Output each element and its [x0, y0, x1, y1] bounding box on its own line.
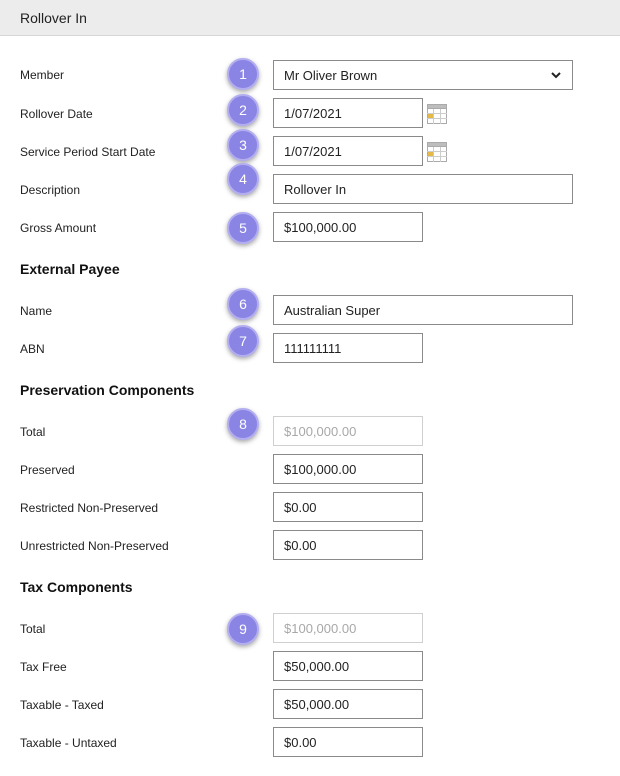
preserved-label: Preserved: [20, 463, 75, 477]
restricted-non-preserved-input[interactable]: [273, 492, 423, 522]
member-select[interactable]: [273, 60, 573, 90]
member-label: Member: [20, 68, 65, 82]
taxable-taxed-input[interactable]: [273, 689, 423, 719]
description-input[interactable]: [273, 174, 573, 204]
unrestricted-non-preserved-input[interactable]: [273, 530, 423, 560]
gross-amount-input[interactable]: [273, 212, 423, 242]
calendar-icon[interactable]: [427, 104, 447, 124]
preservation-total-input: [273, 416, 423, 446]
callout-badge-6: 6: [227, 288, 259, 320]
member-select-value: Mr Oliver Brown: [284, 67, 378, 83]
page-title: Rollover In: [20, 10, 87, 26]
tax-total-label: Total: [20, 622, 46, 636]
callout-badge-1: 1: [227, 58, 259, 90]
restricted-non-preserved-label: Restricted Non-Preserved: [20, 501, 159, 515]
callout-badge-9: 9: [227, 613, 259, 645]
callout-badge-8: 8: [227, 408, 259, 440]
tax-total-input: [273, 613, 423, 643]
callout-badge-3: 3: [227, 129, 259, 161]
payee-name-input[interactable]: [273, 295, 573, 325]
chevron-down-icon: [550, 69, 562, 81]
callout-badge-7: 7: [227, 325, 259, 357]
callout-badge-2: 2: [227, 94, 259, 126]
taxable-untaxed-input[interactable]: [273, 727, 423, 757]
service-period-start-date-input[interactable]: [273, 136, 423, 166]
rollover-date-label: Rollover Date: [20, 107, 93, 121]
preservation-total-label: Total: [20, 425, 46, 439]
preserved-input[interactable]: [273, 454, 423, 484]
abn-label: ABN: [20, 342, 45, 356]
calendar-icon[interactable]: [427, 142, 447, 162]
payee-name-label: Name: [20, 304, 53, 318]
unrestricted-non-preserved-label: Unrestricted Non-Preserved: [20, 539, 169, 553]
service-period-start-date-label: Service Period Start Date: [20, 145, 156, 159]
preservation-components-heading: Preservation Components: [20, 382, 195, 398]
tax-free-input[interactable]: [273, 651, 423, 681]
taxable-untaxed-label: Taxable - Untaxed: [20, 736, 117, 750]
tax-components-heading: Tax Components: [20, 579, 133, 595]
taxable-taxed-label: Taxable - Taxed: [20, 698, 104, 712]
gross-amount-label: Gross Amount: [20, 221, 97, 235]
rollover-date-input[interactable]: [273, 98, 423, 128]
tax-free-label: Tax Free: [20, 660, 67, 674]
callout-badge-4: 4: [227, 163, 259, 195]
page-header: [0, 0, 620, 36]
abn-input[interactable]: [273, 333, 423, 363]
callout-badge-5: 5: [227, 212, 259, 244]
external-payee-heading: External Payee: [20, 261, 120, 277]
description-label: Description: [20, 183, 81, 197]
